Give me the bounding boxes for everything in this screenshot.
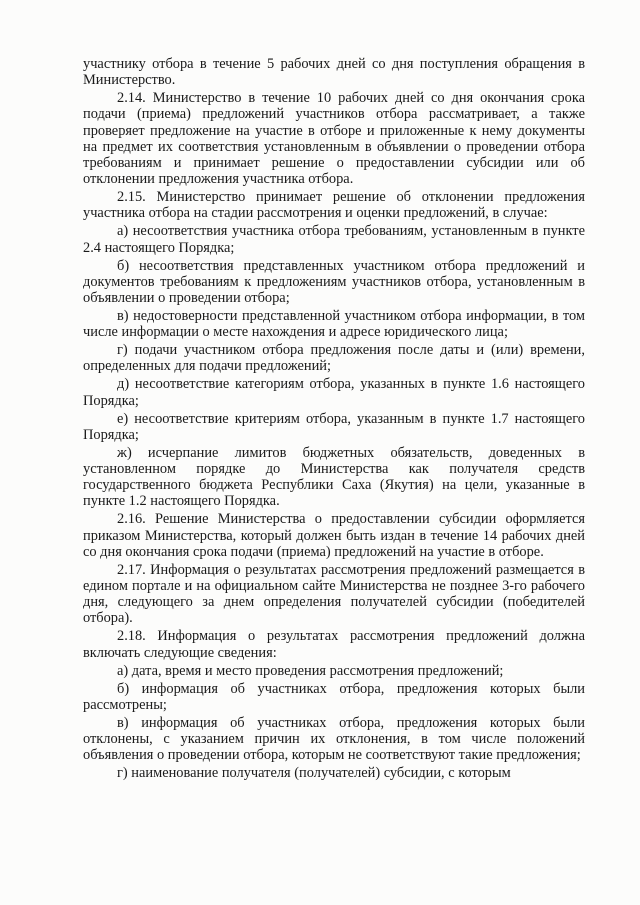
list-item-d: д) несоответствие категориям отбора, указанных в пункте 1.6 настоящего Порядка; bbox=[83, 376, 585, 409]
list-item-v-2: в) информация об участниках отбора, предложения которых были отклонены, с указанием причин их отклонения, в том числе положений объявления о проведении отбора, которым не соответствуют такие предложения; bbox=[83, 714, 585, 764]
list-item-a-2: а) дата, время и место проведения рассмотрения предложений; bbox=[117, 662, 504, 679]
list-item-v: в) недостоверности представленной участником отбора информации, в том числе информации о месте нахождения и адресе юридического лица; bbox=[83, 308, 585, 341]
paragraph-2-17: 2.17. Информация о результатах рассмотрения предложений размещается в едином портале и на официальном сайте Министерства не позднее 3-го рабочего дня, следующего за днем определения получателей субсидии (победителей отбора). bbox=[83, 561, 585, 627]
list-item-e: е) несоответствие критериям отбора, указанным в пункте 1.7 настоящего Порядка; bbox=[83, 410, 585, 443]
document-body bbox=[83, 56, 585, 783]
list-item-g: г) подачи участником отбора предложения после даты и (или) времени, определенных для подачи предложений; bbox=[83, 342, 585, 375]
list-item-g-2: г) наименование получателя (получателей) субсидии, с которым bbox=[117, 765, 511, 782]
paragraph-2-15: 2.15. Министерство принимает решение об отклонении предложения участника отбора на стадии рассмотрения и оценки предложений, в случае: bbox=[83, 189, 585, 222]
paragraph-2-18: 2.18. Информация о результатах рассмотрения предложений должна включать следующие сведения: bbox=[83, 628, 585, 661]
list-item-b: б) несоответствия представленных участником отбора предложений и документов требованиям к предложениям участников отбора, установленным в объявлении о проведении отбора; bbox=[83, 257, 585, 307]
paragraph-continuation: участнику отбора в течение 5 рабочих дней со дня поступления обращения в Министерство. bbox=[83, 56, 585, 89]
list-item-zh: ж) исчерпание лимитов бюджетных обязательств, доведенных в установленном порядке до Министерства как получателя средств государственного бюджета Республики Саха (Якутия) на цели, указанные в пункте 1.2 настоящего Порядка. bbox=[83, 444, 585, 510]
paragraph-2-14: 2.14. Министерство в течение 10 рабочих дней со дня окончания срока подачи (приема) предложений участников отбора рассматривает, а также проверяет предложение на участие в отборе и приложенные к нему документы на предмет их соответствия установленным в объявлении о проведении отбора требованиям и принимает решение о предоставлении субсидии или об отклонении предложения участника отбора. bbox=[83, 90, 585, 188]
list-item-b-2: б) информация об участниках отбора, предложения которых были рассмотрены; bbox=[83, 680, 585, 713]
list-item-a: а) несоответствия участника отбора требованиям, установленным в пункте 2.4 настоящего Порядка; bbox=[83, 223, 585, 256]
paragraph-2-16: 2.16. Решение Министерства о предоставлении субсидии оформляется приказом Министерства, который должен быть издан в течение 14 рабочих дней со дня окончания срока подачи (приема) предложений на участие в отборе. bbox=[83, 511, 585, 560]
